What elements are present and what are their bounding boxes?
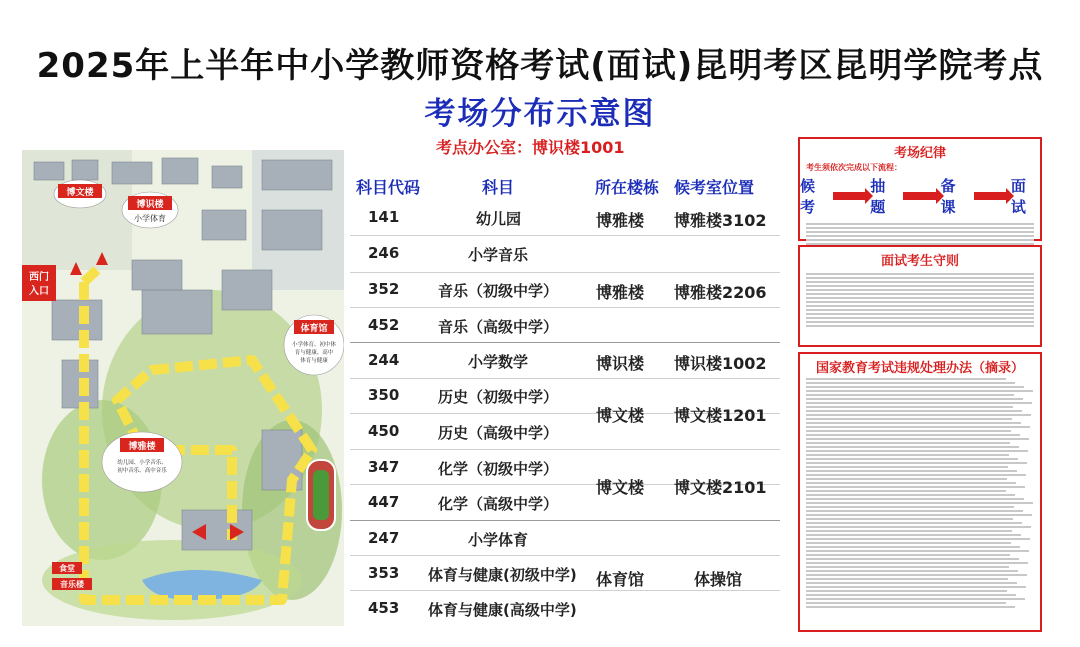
flow-label: 考生须依次完成以下流程： <box>806 163 902 172</box>
text-line <box>806 514 1032 516</box>
header-subject: 科目 <box>482 178 515 197</box>
panel-violations-title: 国家教育考试违规处理办法（摘录） <box>815 361 1024 376</box>
text-line <box>806 410 1022 412</box>
text-line <box>806 586 1026 588</box>
text-line <box>806 382 1015 384</box>
row-subject: 音乐（高级中学） <box>438 318 559 336</box>
group-room: 博雅楼3102 <box>674 211 767 230</box>
arrow-right-icon <box>974 192 1007 200</box>
svg-text:育与健康、高中: 育与健康、高中 <box>294 350 334 356</box>
text-line <box>806 470 1017 472</box>
text-line <box>806 378 1006 380</box>
text-line <box>806 426 1030 428</box>
arrow-right-icon <box>833 192 866 200</box>
map-label-canteen: 食堂 <box>59 564 75 573</box>
svg-text:初中音乐、高中音乐: 初中音乐、高中音乐 <box>117 468 167 474</box>
svg-text:入口: 入口 <box>29 286 49 297</box>
group-room: 体操馆 <box>694 570 743 589</box>
text-line <box>806 482 1016 484</box>
page-title: 2025年上半年中小学教师资格考试(面试)昆明考区昆明学院考点 <box>36 46 1044 86</box>
row-subject: 小学音乐 <box>468 246 529 264</box>
text-line <box>806 602 1006 604</box>
text-line <box>806 558 1019 560</box>
row-subject: 历史（高级中学） <box>438 424 559 442</box>
text-line <box>806 454 1009 456</box>
map-label-gym: 体育馆 <box>300 324 328 334</box>
panel-discipline <box>798 137 1042 241</box>
group-building: 体育馆 <box>596 570 645 589</box>
map-label-music: 音乐楼 <box>60 580 84 589</box>
row-code: 244 <box>368 351 400 369</box>
text-line <box>806 390 1033 392</box>
text-line <box>806 486 1025 488</box>
row-subject: 化学（初级中学） <box>438 460 559 478</box>
group-building: 博雅楼 <box>596 211 645 230</box>
row-code: 347 <box>368 458 400 476</box>
text-line <box>806 542 1011 544</box>
header-room: 候考室位置 <box>674 178 755 197</box>
row-code: 453 <box>368 599 400 617</box>
text-line <box>806 570 1018 572</box>
panel-discipline-title: 考场纪律 <box>893 146 946 161</box>
text-line <box>806 530 1012 532</box>
text-line <box>806 522 1022 524</box>
arrow-right-icon <box>903 192 936 200</box>
group-room: 博雅楼2206 <box>674 283 767 302</box>
text-line <box>806 566 1009 568</box>
row-code: 452 <box>368 316 400 334</box>
text-line <box>806 478 1007 480</box>
row-subject: 历史（初级中学） <box>438 388 559 406</box>
header-code: 科目代码 <box>356 178 421 197</box>
text-line <box>806 398 1023 400</box>
text-line <box>806 562 1028 564</box>
row-code: 353 <box>368 564 400 582</box>
group-building: 博文楼 <box>596 478 645 497</box>
row-subject: 幼儿园 <box>476 210 522 228</box>
text-line <box>806 406 1013 408</box>
text-line <box>806 534 1021 536</box>
text-line <box>806 422 1021 424</box>
flow-step: 抽题 <box>870 177 886 216</box>
map-label-xiaoxue: 小学体育 <box>134 214 166 223</box>
panel-rules <box>798 245 1042 347</box>
text-line <box>806 402 1032 404</box>
row-code: 350 <box>368 386 400 404</box>
row-code: 450 <box>368 422 400 440</box>
campus-map <box>22 150 344 626</box>
svg-text:体育与健康: 体育与健康 <box>300 358 328 364</box>
flow-steps <box>800 175 1040 217</box>
text-line <box>806 550 1029 552</box>
text-line <box>806 578 1008 580</box>
text-line <box>806 498 1024 500</box>
row-code: 141 <box>368 208 400 226</box>
group-room: 博文楼2101 <box>674 478 767 497</box>
page-subtitle: 考场分布示意图 <box>424 96 656 132</box>
svg-text:幼儿园、小学音乐、: 幼儿园、小学音乐、 <box>117 460 167 466</box>
gate-label: 西门 <box>29 272 49 283</box>
map-label-bowen: 博文楼 <box>66 188 94 198</box>
text-line <box>806 606 1015 608</box>
row-subject: 音乐（初级中学） <box>438 282 559 300</box>
group-room: 博识楼1002 <box>674 354 767 373</box>
svg-text:小学体育、初中体: 小学体育、初中体 <box>291 342 337 348</box>
text-line <box>806 458 1018 460</box>
text-line <box>806 574 1027 576</box>
text-line <box>806 394 1014 396</box>
panel-violations <box>798 352 1042 632</box>
flow-step: 候考 <box>799 177 815 216</box>
text-line <box>806 494 1015 496</box>
group-building: 博识楼 <box>596 354 645 373</box>
header-building: 所在楼栋 <box>595 178 660 197</box>
row-subject: 化学（高级中学） <box>438 495 559 513</box>
text-line <box>806 442 1010 444</box>
panel-rules-title: 面试考生守则 <box>880 254 959 269</box>
text-line <box>806 414 1031 416</box>
text-line <box>806 554 1010 556</box>
text-line <box>806 598 1025 600</box>
text-line <box>806 526 1031 528</box>
text-line <box>806 538 1030 540</box>
text-line <box>806 438 1029 440</box>
group-building: 博雅楼 <box>596 283 645 302</box>
text-line <box>806 430 1011 432</box>
text-line <box>806 502 1033 504</box>
row-code: 247 <box>368 529 400 547</box>
text-line <box>806 582 1017 584</box>
row-code: 246 <box>368 244 400 262</box>
text-line <box>806 434 1020 436</box>
text-line <box>806 466 1008 468</box>
row-subject: 小学数学 <box>468 353 529 371</box>
text-line <box>806 474 1026 476</box>
text-line <box>806 510 1023 512</box>
map-label-boya: 博雅楼 <box>128 442 156 452</box>
text-line <box>806 590 1007 592</box>
flow-step: 面试 <box>1010 177 1026 216</box>
text-line <box>806 506 1014 508</box>
text-line <box>806 450 1028 452</box>
text-line <box>806 418 1012 420</box>
text-line <box>806 446 1019 448</box>
office-location: 考点办公室：博识楼1001 <box>436 138 625 157</box>
text-line <box>806 462 1027 464</box>
row-subject: 体育与健康(高级中学) <box>428 601 577 619</box>
text-line <box>806 490 1006 492</box>
flow-step: 备课 <box>940 177 956 216</box>
text-line <box>806 594 1016 596</box>
text-line <box>806 546 1020 548</box>
row-code: 447 <box>368 493 400 511</box>
violations-text <box>800 378 1040 608</box>
row-subject: 体育与健康(初级中学) <box>428 566 577 584</box>
row-subject: 小学体育 <box>468 531 529 549</box>
text-line <box>806 518 1013 520</box>
group-room: 博文楼1201 <box>674 406 767 425</box>
map-label-boshi: 博识楼 <box>136 200 164 210</box>
row-code: 352 <box>368 280 400 298</box>
group-building: 博文楼 <box>596 406 645 425</box>
text-line <box>806 386 1024 388</box>
